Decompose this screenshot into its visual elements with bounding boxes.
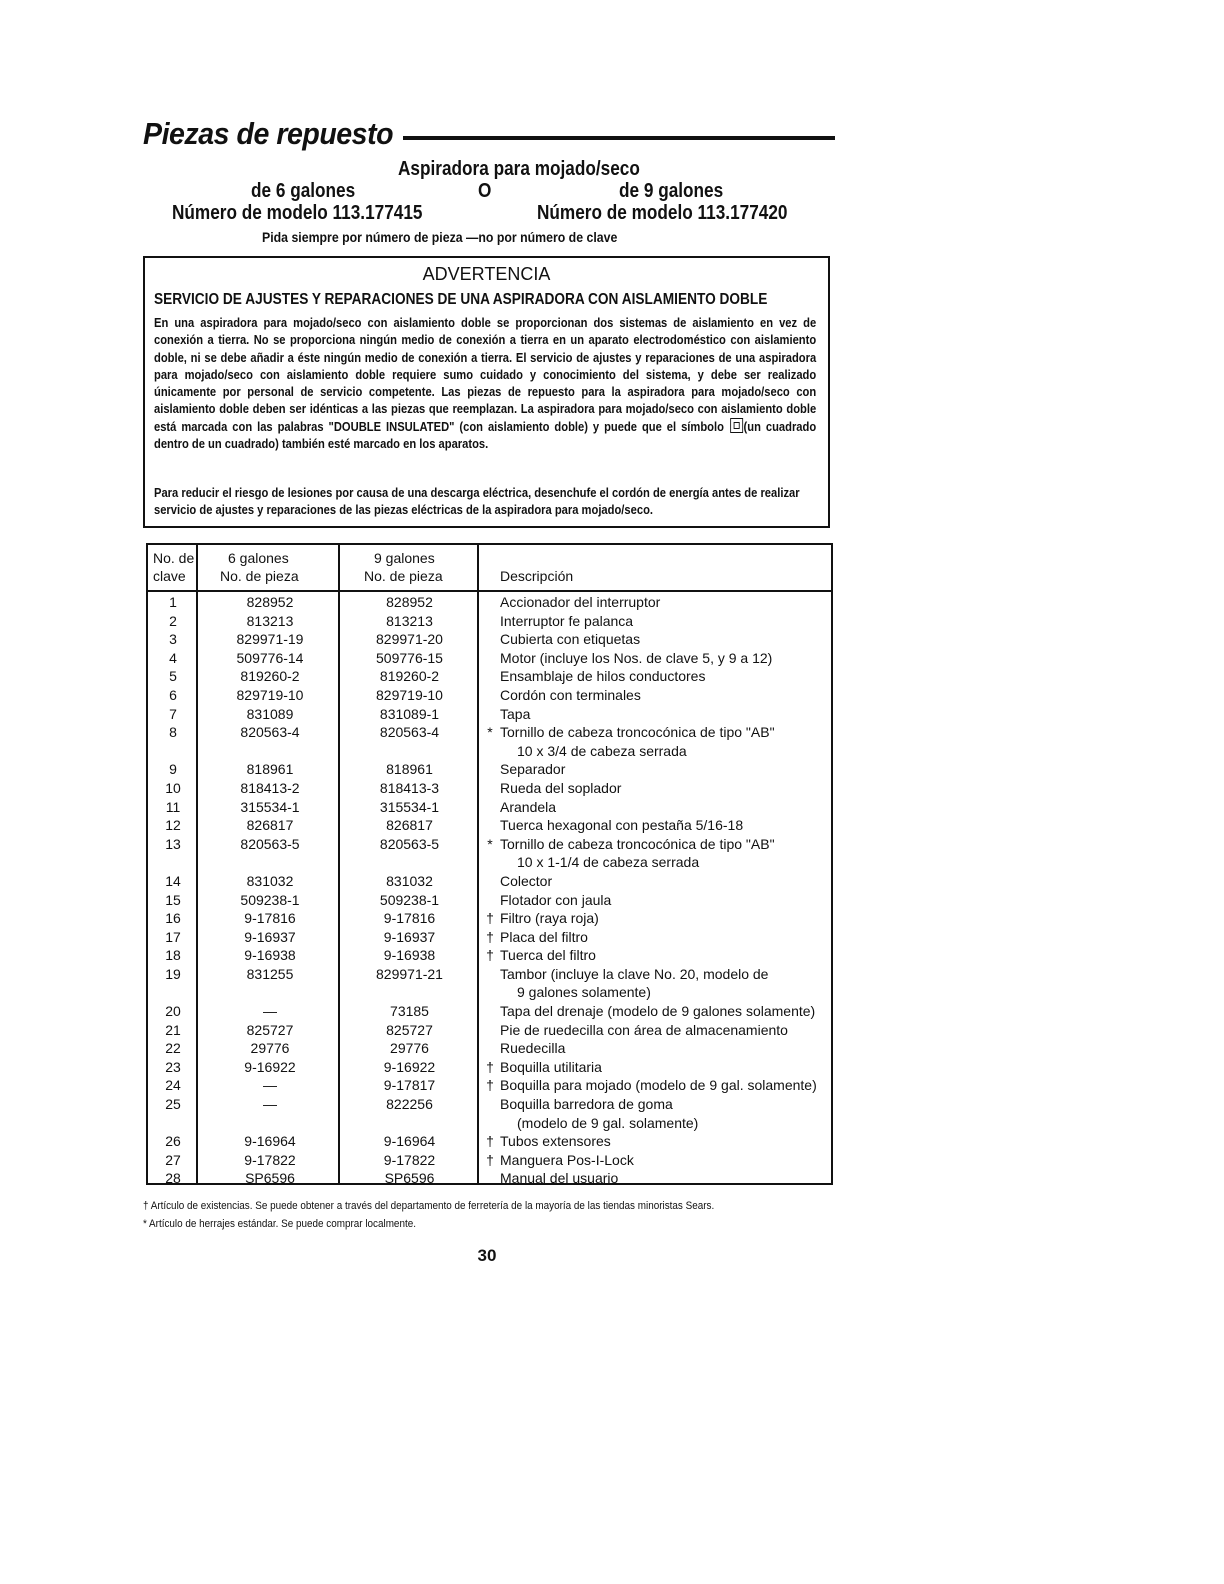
part-number-9gal: 818413-3 <box>379 779 440 796</box>
page-number: 30 <box>477 1246 497 1265</box>
footnote-star: * Artículo de herrajes estándar. Se puede comprar localmente. <box>143 1218 416 1230</box>
right-size: de 9 galones <box>619 180 724 202</box>
title-rule <box>403 136 835 140</box>
title-row <box>143 116 833 156</box>
table-row <box>148 909 831 928</box>
part-key: 14 <box>165 872 181 889</box>
part-number-6gal: 831032 <box>246 872 294 889</box>
part-description: Filtro (raya roja) <box>500 910 599 927</box>
part-number-9gal: 822256 <box>386 1096 433 1113</box>
part-number-9gal: 9-17816 <box>383 910 436 927</box>
part-number-9gal: 819260-2 <box>379 668 440 685</box>
part-number-6gal: 9-17822 <box>244 1151 296 1168</box>
warning-title: ADVERTENCIA <box>422 264 551 284</box>
part-description: 10 x 1-1/4 de cabeza serrada <box>517 854 700 871</box>
header-divider <box>148 590 831 592</box>
part-number-9gal: 813213 <box>386 612 433 629</box>
part-key: 24 <box>165 1077 181 1094</box>
part-number-9gal: 826817 <box>386 817 433 834</box>
part-key: 18 <box>165 947 181 964</box>
part-number-6gal: 825727 <box>246 1021 294 1038</box>
table-row <box>148 1002 831 1021</box>
page-title: Piezas de repuesto <box>143 116 394 151</box>
part-description: Flotador con jaula <box>500 891 612 908</box>
table-row <box>148 1151 831 1170</box>
part-number-9gal: 831032 <box>386 872 433 889</box>
header-key-line1: No. de <box>153 550 195 566</box>
part-key: 19 <box>165 965 181 982</box>
part-number-9gal: 29776 <box>390 1040 429 1057</box>
part-description: 9 galones solamente) <box>517 984 651 1001</box>
part-key: 5 <box>169 668 177 685</box>
left-model: Número de modelo 113.177415 <box>172 202 423 224</box>
part-description: Boquilla utilitaria <box>500 1058 602 1075</box>
part-number-6gal: 829971-19 <box>236 631 304 648</box>
header-key-line2: clave <box>153 568 186 584</box>
part-key: 16 <box>165 910 181 927</box>
part-key: 25 <box>165 1096 181 1113</box>
part-number-6gal: 818961 <box>246 761 294 778</box>
table-row <box>148 760 831 779</box>
part-mark: † <box>486 1133 494 1150</box>
left-size: de 6 galones <box>251 180 356 202</box>
part-key: 8 <box>169 724 177 741</box>
part-key: 17 <box>165 928 181 945</box>
part-number-6gal: 820563-5 <box>240 835 300 852</box>
part-number-9gal: 828952 <box>386 594 433 610</box>
table-row <box>148 649 831 668</box>
part-description: Arandela <box>500 798 557 815</box>
part-key: 28 <box>165 1170 181 1187</box>
part-description: Tornillo de cabeza troncocónica de tipo "AB" <box>500 835 775 852</box>
part-description: Colector <box>500 872 553 889</box>
part-number-6gal: 813213 <box>246 612 294 629</box>
part-key: 13 <box>165 835 181 852</box>
table-row <box>148 965 831 984</box>
part-description: Rueda del soplador <box>500 779 622 796</box>
part-number-6gal: 315534-1 <box>240 798 300 815</box>
part-description: Tambor (incluye la clave No. 20, modelo de <box>500 965 769 982</box>
warning-body-text: En una aspiradora para mojado/seco con aislamiento doble se proporcionan dos sistemas de aislamiento en vez de conexión a tierra. No se proporciona ningún medio de conexión a tierra en un aparato electrodoméstico con aislamiento doble, ni se debe añadir a éste ningún medio de conexión a tierra. El servicio de ajustes y reparaciones de una aspiradora para mojado/seco con aislamiento doble requiere sumo cuidado y conocimiento del sistema, y debe ser realizado únicamente por personal de servicio competente. Las piezas de repuesto para la aspiradora para mojado/seco con aislamiento doble deben ser idénticas a las piezas que reemplazan. La aspiradora para mojado/seco con aislamiento doble está marcada con las palabras "DOUBLE INSULATED" (con aislamiento doble) y puede que el símbolo <box>154 315 817 434</box>
part-number-9gal: 831089-1 <box>379 705 440 722</box>
part-mark: * <box>487 835 493 852</box>
table-row <box>148 705 831 724</box>
part-number-9gal: 820563-4 <box>379 724 440 741</box>
part-number-9gal: 825727 <box>386 1021 433 1038</box>
part-description: Pie de ruedecilla con área de almacenamiento <box>500 1021 788 1038</box>
part-number-6gal: 9-16964 <box>244 1133 296 1150</box>
part-number-9gal: 509776-15 <box>376 649 443 666</box>
part-key: 27 <box>165 1151 181 1168</box>
part-mark: † <box>486 1151 494 1168</box>
part-number-6gal: — <box>263 1003 277 1020</box>
table-row <box>148 1021 831 1040</box>
table-row <box>148 983 831 1002</box>
part-mark: † <box>486 910 494 927</box>
warning-body <box>154 314 816 452</box>
table-row <box>148 853 831 872</box>
part-number-6gal: 829719-10 <box>236 686 304 703</box>
table-row <box>148 1095 831 1114</box>
part-number-6gal: 9-16937 <box>244 928 296 945</box>
part-key: 12 <box>165 817 181 834</box>
part-number-9gal: 509238-1 <box>379 891 440 908</box>
part-mark: † <box>486 1058 494 1075</box>
part-number-9gal: 9-16964 <box>383 1133 436 1150</box>
table-row <box>148 1169 831 1188</box>
part-number-6gal: 831089 <box>246 705 294 722</box>
part-key: 1 <box>169 594 177 610</box>
part-number-6gal: 9-16922 <box>244 1058 296 1075</box>
header-six-line2: No. de pieza <box>220 568 299 584</box>
table-row <box>148 835 831 854</box>
header-nine-line2: No. de pieza <box>364 568 443 584</box>
part-description: Tornillo de cabeza troncocónica de tipo "AB" <box>500 724 775 741</box>
part-number-9gal: SP6596 <box>384 1170 435 1187</box>
table-row <box>148 798 831 817</box>
order-note: Pida siempre por número de pieza —no por número de clave <box>262 229 618 245</box>
warning-body-text-end: (un cuadrado dentro de un cuadrado) también esté marcado en los aparatos. <box>154 418 817 452</box>
part-description: Tubos extensores <box>500 1133 611 1150</box>
table-row <box>148 1132 831 1151</box>
part-description: Ensamblaje de hilos conductores <box>500 668 706 685</box>
part-number-9gal: 9-16937 <box>383 928 436 945</box>
table-row <box>148 630 831 649</box>
part-number-9gal: 9-17822 <box>383 1151 436 1168</box>
part-description: (modelo de 9 gal. solamente) <box>517 1114 699 1131</box>
part-number-9gal: 829971-20 <box>376 631 443 648</box>
warning-body-2: Para reducir el riesgo de lesiones por causa de una descarga eléctrica, desenchufe el cordón de energía antes de realizar servicio de ajustes y reparaciones de las piezas eléctricas de la aspiradora para mojado/seco. <box>154 485 800 518</box>
part-mark: † <box>486 947 494 964</box>
header-nine-line1: 9 galones <box>374 550 435 566</box>
part-number-9gal: 315534-1 <box>379 798 440 815</box>
table-row <box>148 816 831 835</box>
part-key: 15 <box>165 891 181 908</box>
part-number-6gal: 818413-2 <box>240 779 300 796</box>
part-number-6gal: 9-17816 <box>244 910 296 927</box>
part-number-6gal: — <box>263 1096 277 1113</box>
part-key: 26 <box>165 1133 181 1150</box>
part-key: 9 <box>169 761 177 778</box>
header-description: Descripción <box>500 568 574 584</box>
part-number-9gal: 818961 <box>386 761 433 778</box>
part-number-6gal: 820563-4 <box>240 724 300 741</box>
part-number-6gal: 819260-2 <box>240 668 300 685</box>
part-number-9gal: 820563-5 <box>379 835 440 852</box>
table-row <box>148 686 831 705</box>
part-key: 7 <box>169 705 177 722</box>
part-number-6gal: 831255 <box>246 965 294 982</box>
part-mark: † <box>486 1077 494 1094</box>
table-row <box>148 593 831 612</box>
part-mark: † <box>486 928 494 945</box>
right-model: Número de modelo 113.177420 <box>537 202 788 224</box>
table-row <box>148 742 831 761</box>
part-number-6gal: 509776-14 <box>236 649 304 666</box>
part-description: Placa del filtro <box>500 928 588 945</box>
part-number-6gal: 828952 <box>246 594 294 610</box>
footnote-dagger: † Artículo de existencias. Se puede obtener a través del departamento de ferretería de la mayoría de las tiendas minoristas Sears. <box>143 1200 715 1212</box>
part-key: 11 <box>165 798 181 815</box>
part-number-9gal: 829719-10 <box>376 686 443 703</box>
warning-subtitle: SERVICIO DE AJUSTES Y REPARACIONES DE UNA ASPIRADORA CON AISLAMIENTO DOBLE <box>154 291 768 308</box>
part-description: Tapa del drenaje (modelo de 9 galones solamente) <box>500 1003 816 1020</box>
part-number-9gal: 73185 <box>390 1003 429 1020</box>
table-row <box>148 946 831 965</box>
table-row <box>148 891 831 910</box>
table-body <box>148 593 831 1188</box>
part-number-6gal: SP6596 <box>245 1170 295 1187</box>
part-description: Cordón con terminales <box>500 686 641 703</box>
table-row <box>148 723 831 742</box>
part-description: Motor (incluye los Nos. de clave 5, y 9 a 12) <box>500 649 773 666</box>
part-number-9gal: 9-17817 <box>383 1077 436 1094</box>
double-square-icon <box>730 418 743 433</box>
part-key: 22 <box>165 1040 181 1057</box>
part-description: Manual del usuario <box>500 1170 619 1187</box>
table-row <box>148 1076 831 1095</box>
part-number-9gal: 9-16938 <box>383 947 436 964</box>
part-key: 6 <box>169 686 177 703</box>
part-number-6gal: 826817 <box>246 817 294 834</box>
part-number-6gal: — <box>263 1077 277 1094</box>
part-description: Tapa <box>500 705 531 722</box>
part-description: 10 x 3/4 de cabeza serrada <box>517 742 687 759</box>
table-row <box>148 1114 831 1133</box>
part-key: 21 <box>165 1021 181 1038</box>
part-number-9gal: 829971-21 <box>376 965 443 982</box>
part-description: Interruptor fe palanca <box>500 612 634 629</box>
part-key: 20 <box>165 1003 181 1020</box>
warning-box <box>143 256 830 528</box>
table-row <box>148 1058 831 1077</box>
part-key: 23 <box>165 1058 181 1075</box>
part-number-6gal: 29776 <box>250 1040 290 1057</box>
connector-o: O <box>478 180 492 202</box>
table-row <box>148 779 831 798</box>
part-description: Manguera Pos-I-Lock <box>500 1151 634 1168</box>
table-row <box>148 612 831 631</box>
part-description: Cubierta con etiquetas <box>500 631 641 648</box>
table-row <box>148 1039 831 1058</box>
table-row <box>148 667 831 686</box>
part-number-6gal: 509238-1 <box>240 891 300 908</box>
part-description: Accionador del interruptor <box>500 594 661 610</box>
part-key: 3 <box>169 631 177 648</box>
part-key: 10 <box>165 779 181 796</box>
table-row <box>148 872 831 891</box>
part-description: Tuerca del filtro <box>500 947 596 964</box>
header-six-line1: 6 galones <box>228 550 289 566</box>
part-description: Boquilla para mojado (modelo de 9 gal. solamente) <box>500 1077 817 1094</box>
part-number-6gal: 9-16938 <box>244 947 296 964</box>
part-description: Boquilla barredora de goma <box>500 1096 673 1113</box>
part-description: Separador <box>500 761 566 778</box>
part-description: Tuerca hexagonal con pestaña 5/16-18 <box>500 817 744 834</box>
table-row <box>148 928 831 947</box>
part-mark: * <box>487 724 493 741</box>
product-name: Aspiradora para mojado/seco <box>398 158 640 180</box>
part-key: 2 <box>169 612 177 629</box>
part-number-9gal: 9-16922 <box>383 1058 436 1075</box>
parts-table <box>146 543 833 1185</box>
part-key: 4 <box>169 649 177 666</box>
part-description: Ruedecilla <box>500 1040 566 1057</box>
